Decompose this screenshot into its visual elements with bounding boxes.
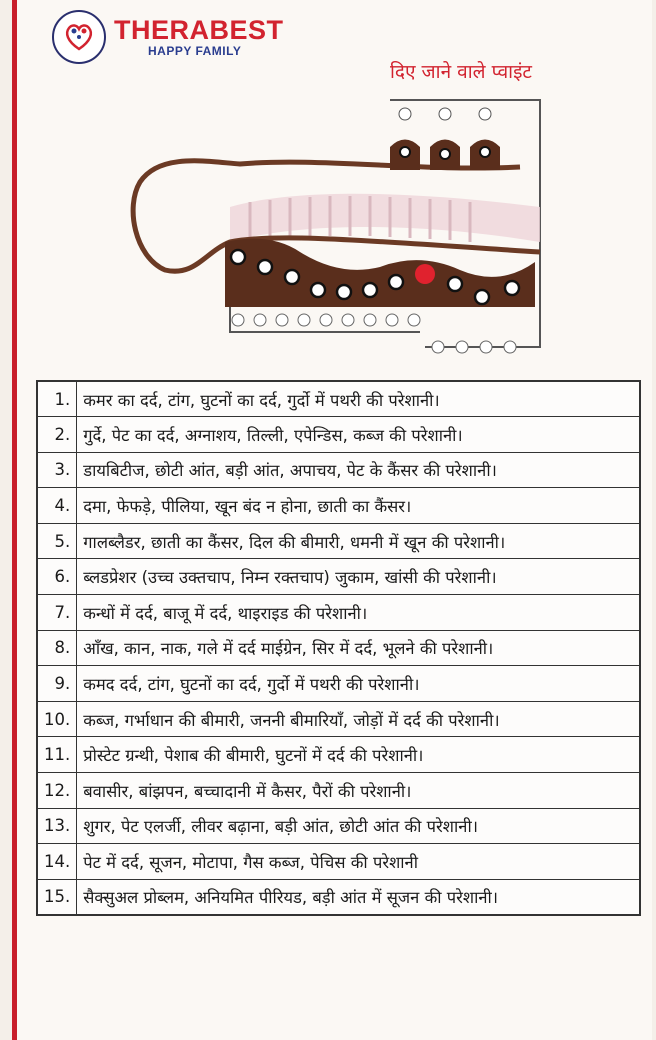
table-row xyxy=(37,701,640,737)
table-row xyxy=(37,630,640,666)
ailment-text: शुगर, पेट एलर्जी, लीवर बढ़ाना, बड़ी आंत, छोटी आंत की परेशानी। xyxy=(77,808,640,844)
row-number: 8. xyxy=(37,630,77,666)
table-row xyxy=(37,523,640,559)
points-title: दिए जाने वाले प्वाइंट xyxy=(390,61,532,83)
foot-points-diagram xyxy=(120,92,560,364)
table-row xyxy=(37,452,640,488)
ailment-text: गुर्दे, पेट का दर्द, अग्नाशय, तिल्ली, एपेन्डिस, कब्ज की परेशानी। xyxy=(77,417,640,453)
table-row xyxy=(37,381,640,417)
ailment-text: आँख, कान, नाक, गले में दर्द माईग्रेन, सिर में दर्द, भूलने की परेशानी। xyxy=(77,630,640,666)
row-number: 7. xyxy=(37,595,77,631)
table-row xyxy=(37,808,640,844)
brand-name: THERABEST xyxy=(114,15,284,45)
row-number: 15. xyxy=(37,879,77,915)
table-row xyxy=(37,595,640,631)
row-number: 3. xyxy=(37,452,77,488)
ailment-text: प्रोस्टेट ग्रन्थी, पेशाब की बीमारी, घुटनों में दर्द की परेशानी। xyxy=(77,737,640,773)
row-number: 2. xyxy=(37,417,77,453)
table-row xyxy=(37,488,640,524)
row-number: 5. xyxy=(37,523,77,559)
ailment-text: कब्ज, गर्भाधान की बीमारी, जननी बीमारियाँ, जोड़ों में दर्द की परेशानी। xyxy=(77,701,640,737)
table-row xyxy=(37,879,640,915)
brand-logo xyxy=(52,10,106,64)
row-number: 9. xyxy=(37,666,77,702)
row-number: 10. xyxy=(37,701,77,737)
row-number: 4. xyxy=(37,488,77,524)
table-row xyxy=(37,773,640,809)
row-number: 13. xyxy=(37,808,77,844)
ailments-table xyxy=(36,380,641,916)
table-row xyxy=(37,666,640,702)
row-number: 1. xyxy=(37,381,77,417)
ailment-text: कमर का दर्द, टांग, घुटनों का दर्द, गुर्दो में पथरी की परेशानी। xyxy=(77,381,640,417)
ailment-text: सैक्सुअल प्रोब्लम, अनियमित पीरियड, बड़ी आंत में सूजन की परेशानी। xyxy=(77,879,640,915)
row-number: 12. xyxy=(37,773,77,809)
row-number: 11. xyxy=(37,737,77,773)
brand-tagline: HAPPY FAMILY xyxy=(148,44,242,58)
heart-family-icon xyxy=(59,17,99,57)
ailment-text: गालब्लैडर, छाती का कैंसर, दिल की बीमारी, धमनी में खून की परेशानी। xyxy=(77,523,640,559)
table-row xyxy=(37,417,640,453)
table-row xyxy=(37,559,640,595)
ailment-text: बवासीर, बांझपन, बच्चादानी में कैसर, पैरों की परेशानी। xyxy=(77,773,640,809)
table-row xyxy=(37,737,640,773)
ailment-text: कन्धों में दर्द, बाजू में दर्द, थाइराइड की परेशानी। xyxy=(77,595,640,631)
table-row xyxy=(37,844,640,880)
ailment-text: ब्लडप्रेशर (उच्च उक्तचाप, निम्न रक्तचाप) जुकाम, खांसी की परेशानी। xyxy=(77,559,640,595)
ailment-text: पेट में दर्द, सूजन, मोटापा, गैस कब्ज, पेचिस की परेशानी xyxy=(77,844,640,880)
ailment-text: दमा, फेफड़े, पीलिया, खून बंद न होना, छाती का कैंसर। xyxy=(77,488,640,524)
ailment-text: डायबिटीज, छोटी आंत, बड़ी आंत, अपाचय, पेट के कैंसर की परेशानी। xyxy=(77,452,640,488)
row-number: 6. xyxy=(37,559,77,595)
brand-header xyxy=(52,10,284,64)
row-number: 14. xyxy=(37,844,77,880)
ailment-text: कमद दर्द, टांग, घुटनों का दर्द, गुर्दो में पथरी की परेशानी। xyxy=(77,666,640,702)
